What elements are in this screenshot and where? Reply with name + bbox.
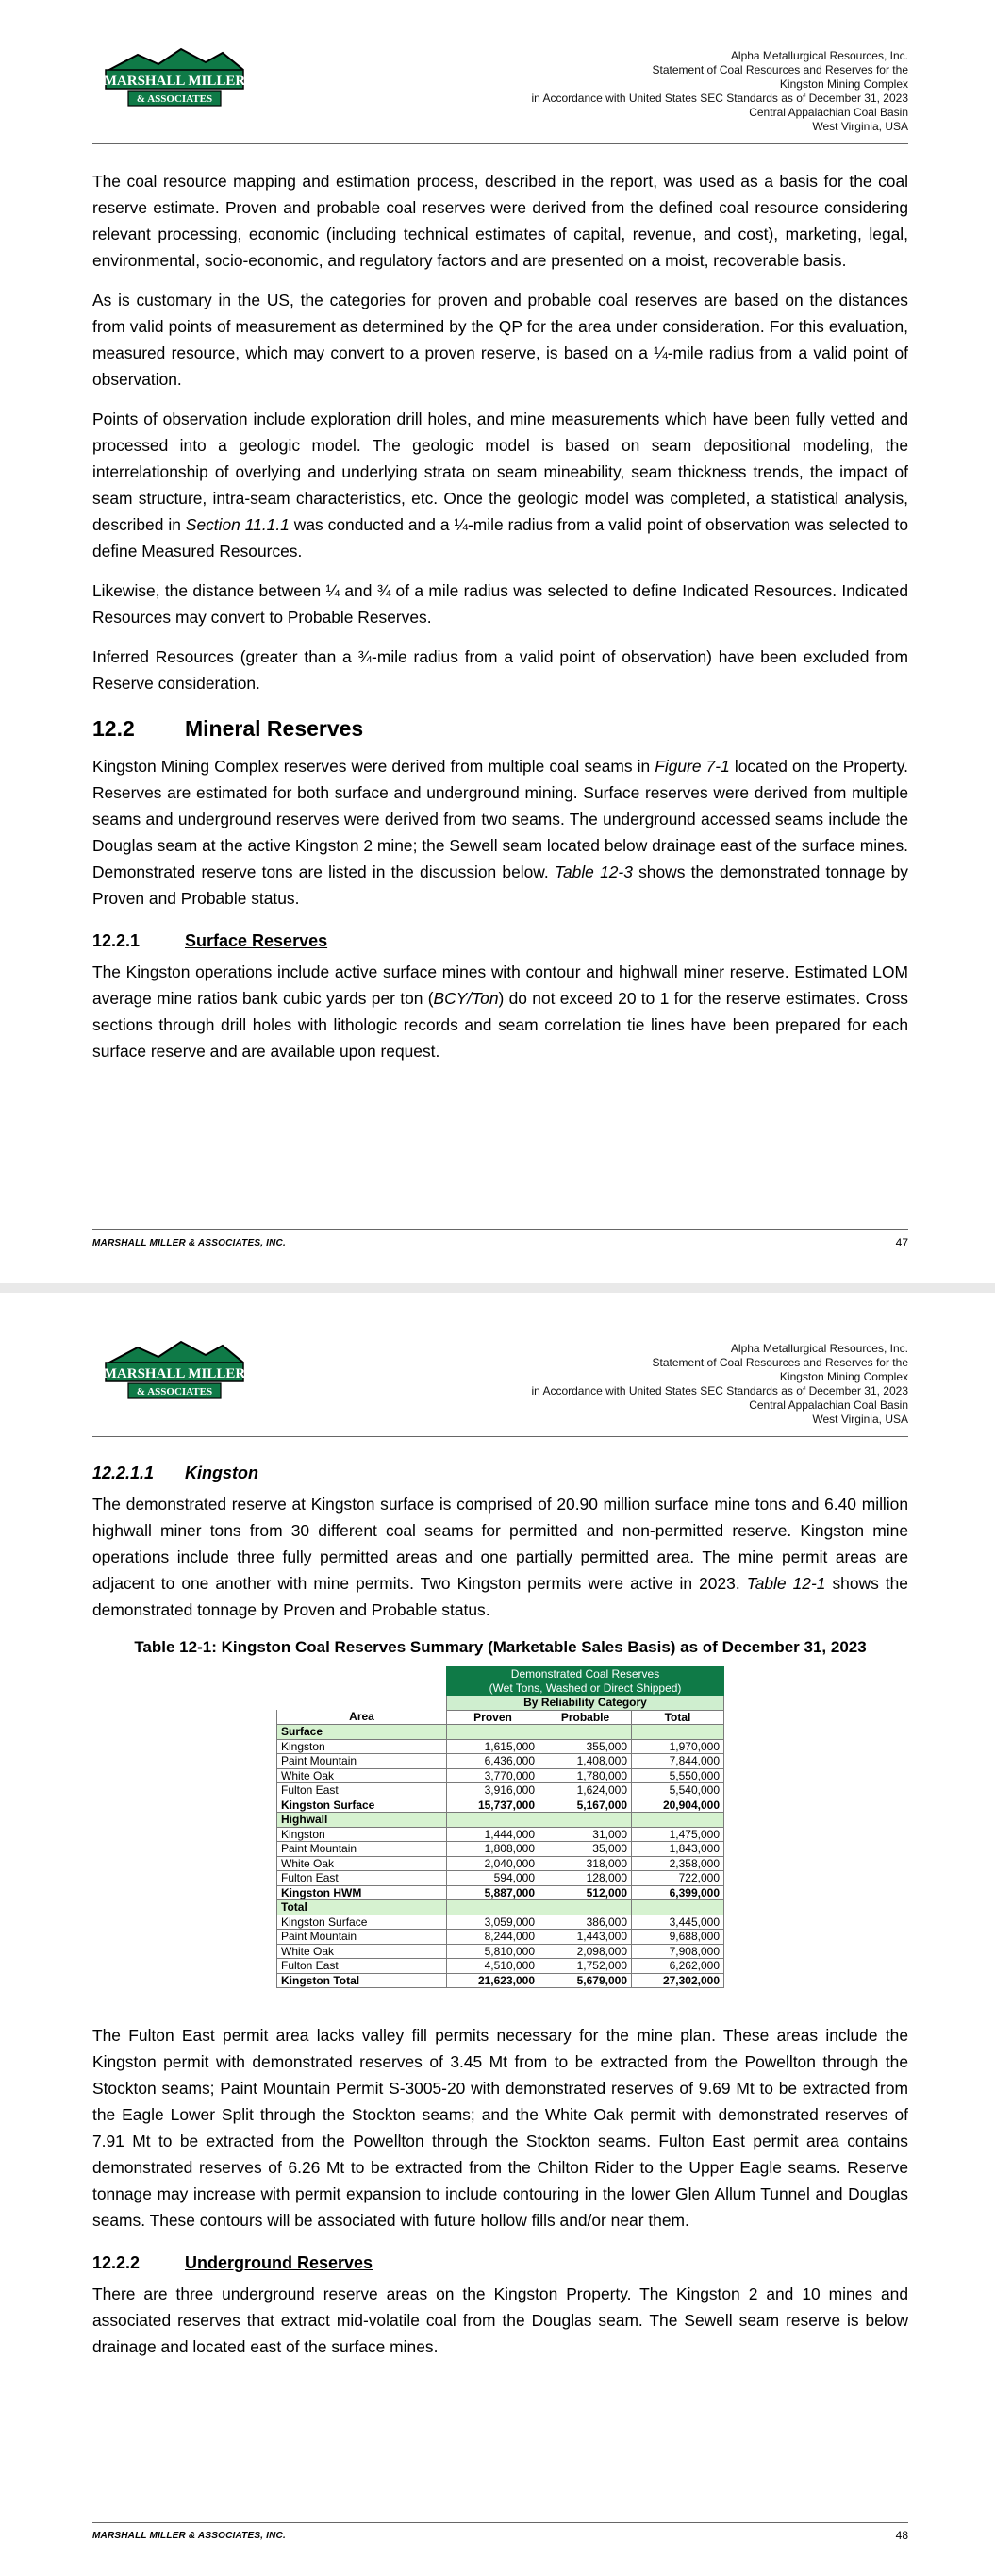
section-label: Total — [277, 1900, 447, 1915]
area-cell: White Oak — [277, 1856, 447, 1871]
section-reference: Section 11.1.1 — [185, 515, 290, 534]
total-cell: 2,358,000 — [632, 1856, 724, 1871]
probable-cell: 1,752,000 — [539, 1959, 632, 1974]
section-label: Highwall — [277, 1813, 447, 1828]
table-reliability-header: By Reliability Category — [447, 1696, 724, 1711]
page-47 — [0, 0, 995, 1283]
proven-cell: 4,510,000 — [447, 1959, 539, 1974]
probable-cell: 2,098,000 — [539, 1944, 632, 1959]
document-header — [531, 1342, 908, 1427]
table-row — [277, 1915, 724, 1930]
svg-text:MARSHALL MILLER: MARSHALL MILLER — [103, 74, 246, 89]
proven-cell: 5,810,000 — [447, 1944, 539, 1959]
total-cell: 27,302,000 — [632, 1973, 724, 1988]
reserves-table — [276, 1666, 724, 1988]
area-cell: Kingston Surface — [277, 1915, 447, 1930]
table-row — [277, 1842, 724, 1857]
header-line: Statement of Coal Resources and Reserves for the — [652, 63, 908, 76]
area-cell: Paint Mountain — [277, 1930, 447, 1945]
svg-text:& ASSOCIATES: & ASSOCIATES — [136, 93, 213, 105]
company-logo — [100, 1334, 249, 1404]
header-line: Kingston Mining Complex — [779, 77, 908, 91]
paragraph: There are three underground reserve areas on the Kingston Property. The Kingston 2 and 10 mines and associated reserves that extract mid-volatile coal from the Douglas seam. The Sewell seam reserve is below drainage and located east of the surface mines. — [92, 2284, 908, 2356]
svg-text:& ASSOCIATES: & ASSOCIATES — [136, 1386, 213, 1397]
column-header-proven: Proven — [447, 1710, 539, 1725]
area-cell: Kingston Surface — [277, 1798, 447, 1813]
header-line: West Virginia, USA — [812, 1413, 908, 1426]
probable-cell: 355,000 — [539, 1739, 632, 1754]
area-cell: Kingston — [277, 1739, 447, 1754]
paragraph: Points of observation include exploration drill holes, and mine measurements which have been fully vetted and processed into a geologic model. The geologic model is based on seam depositional modeling, the interrelationship of overlying and underlying strata on seam mineability, seam thickness trends, the impact of seam structure, intra-seam characteristics, etc. Once the geologic model was completed, a statistical analysis, described in Section 11.1.1 was conducted and a ¼-mile radius from a valid point of observation was selected to define Measured Resources. — [92, 410, 908, 560]
total-cell: 9,688,000 — [632, 1930, 724, 1945]
total-cell: 5,540,000 — [632, 1783, 724, 1798]
paragraph: Inferred Resources (greater than a ¾-mile radius from a valid point of observation) have been excluded from Reserve consideration. — [92, 647, 908, 693]
table-row — [277, 1783, 724, 1798]
area-cell: Kingston HWM — [277, 1885, 447, 1900]
proven-cell: 1,615,000 — [447, 1739, 539, 1754]
probable-cell: 386,000 — [539, 1915, 632, 1930]
area-cell: Fulton East — [277, 1871, 447, 1886]
section-label: Surface — [277, 1725, 447, 1740]
paragraph: The demonstrated reserve at Kingston surface is comprised of 20.90 million surface mine tons and 6.40 million highwall miner tons from 30 different coal seams for permitted and non-permitted reserve. Kingston mine operations include three fully permitted areas and one partially permitted area. The mine permit areas are adjacent to one another with mine permits. Two Kingston permits were active in 2023. Table 12-1 shows the demonstrated tonnage by Proven and Probable status. — [92, 1495, 908, 1619]
total-cell: 3,445,000 — [632, 1915, 724, 1930]
probable-cell: 1,408,000 — [539, 1754, 632, 1769]
paragraph: The Fulton East permit area lacks valley fill permits necessary for the mine plan. These areas include the Kingston permit with demonstrated reserves of 3.45 Mt from to be extracted from the Powellton through the Stockton seams; Paint Mountain Permit S-3005-20 with demonstrated reserves of 9.69 Mt to be extracted from the Eagle Lower Split through the Stockton seams; and the White Oak permit with demonstrated reserves of 7.91 Mt to be extracted from the Powellton through the Stockton seams. Fulton East permit area contains demonstrated reserves of 6.26 Mt to be extracted from the Chilton Rider to the Upper Eagle seams. Reserve tonnage may increase with permit expansion to include contouring in the lower Glen Allum Tunnel and Douglas seams. These contours will be associated with future hollow fills and/or near them. — [92, 2026, 908, 2230]
area-cell: Kingston Total — [277, 1973, 447, 1988]
paragraph: Kingston Mining Complex reserves were derived from multiple coal seams in Figure 7-1 located on the Property. Reserves are estimated for both surface and underground mining. Surface reserves were derived from multiple seams and underground reserves were derived from two seams. The underground accessed seams include the Douglas seam at the active Kingston 2 mine; the Sewell seam located below drainage east of the surface mines. Demonstrated reserve tons are listed in the discussion below. Table 12-3 shows the demonstrated tonnage by Proven and Probable status. — [92, 757, 908, 908]
table-section-row — [277, 1900, 724, 1915]
total-cell: 7,844,000 — [632, 1754, 724, 1769]
paragraph: As is customary in the US, the categories for proven and probable coal reserves are based on the distances from valid points of measurement as determined by the QP for the area under consideration. For this evaluation, measured resource, which may convert to a proven reserve, is based on a ¼-mile radius from a valid point of observation. — [92, 291, 908, 389]
section-heading: 12.2 Mineral Reserves — [92, 716, 364, 741]
proven-cell: 1,808,000 — [447, 1842, 539, 1857]
subsection-heading: 12.2.2 Underground Reserves — [92, 2253, 373, 2272]
page-number: 48 — [895, 2529, 908, 2542]
paragraph: The coal resource mapping and estimation process, described in the report, was used as a basis for the coal reserve estimate. Proven and probable coal reserves were derived from the defined coal resource considering relevant processing, economic (including technical estimates of capital, revenue, and cost), marketing, legal, environmental, socio-economic, and regulatory factors and are presented on a moist, recoverable basis. — [92, 172, 908, 270]
table-reference: Table 12-3 — [554, 862, 633, 881]
table-caption: Table 12-1: Kingston Coal Reserves Summary (Marketable Sales Basis) as of December 31, 2023 — [134, 1638, 867, 1656]
table-row — [277, 1871, 724, 1886]
probable-cell: 5,679,000 — [539, 1973, 632, 1988]
table-group-header: Demonstrated Coal Reserves (Wet Tons, Washed or Direct Shipped) — [447, 1667, 724, 1696]
probable-cell: 1,443,000 — [539, 1930, 632, 1945]
table-row — [277, 1768, 724, 1783]
table-row — [277, 1930, 724, 1945]
proven-cell: 3,916,000 — [447, 1783, 539, 1798]
page-48 — [0, 1293, 995, 2576]
area-cell: White Oak — [277, 1768, 447, 1783]
proven-cell: 1,444,000 — [447, 1827, 539, 1842]
figure-reference: Figure 7-1 — [655, 757, 730, 776]
table-row — [277, 1739, 724, 1754]
probable-cell: 128,000 — [539, 1871, 632, 1886]
proven-cell: 594,000 — [447, 1871, 539, 1886]
header-line: Kingston Mining Complex — [779, 1370, 908, 1383]
column-header-probable: Probable — [539, 1710, 632, 1725]
proven-cell: 15,737,000 — [447, 1798, 539, 1813]
proven-cell: 3,059,000 — [447, 1915, 539, 1930]
total-cell: 1,843,000 — [632, 1842, 724, 1857]
table-row — [277, 1944, 724, 1959]
table-row — [277, 1959, 724, 1974]
header-line: Alpha Metallurgical Resources, Inc. — [730, 49, 908, 62]
total-cell: 6,399,000 — [632, 1885, 724, 1900]
total-cell: 20,904,000 — [632, 1798, 724, 1813]
area-cell: White Oak — [277, 1944, 447, 1959]
table-section-row — [277, 1813, 724, 1828]
area-cell: Fulton East — [277, 1783, 447, 1798]
total-cell: 7,908,000 — [632, 1944, 724, 1959]
proven-cell: 8,244,000 — [447, 1930, 539, 1945]
subsubsection-heading: 12.2.1.1 Kingston — [92, 1464, 258, 1482]
proven-cell: 6,436,000 — [447, 1754, 539, 1769]
footer-company: MARSHALL MILLER & ASSOCIATES, INC. — [92, 1238, 286, 1248]
footer-divider — [92, 1229, 908, 1230]
header-divider — [92, 1436, 908, 1437]
probable-cell: 5,167,000 — [539, 1798, 632, 1813]
table-row — [277, 1754, 724, 1769]
proven-cell: 3,770,000 — [447, 1768, 539, 1783]
area-cell: Paint Mountain — [277, 1842, 447, 1857]
page-body — [92, 168, 908, 1078]
subsection-heading: 12.2.1 Surface Reserves — [92, 931, 328, 950]
table-subtotal-row — [277, 1973, 724, 1988]
area-cell: Fulton East — [277, 1959, 447, 1974]
proven-cell: 21,623,000 — [447, 1973, 539, 1988]
total-cell: 6,262,000 — [632, 1959, 724, 1974]
proven-cell: 5,887,000 — [447, 1885, 539, 1900]
probable-cell: 35,000 — [539, 1842, 632, 1857]
document-header — [531, 49, 908, 134]
page-body — [92, 1461, 908, 2373]
column-header-total: Total — [632, 1710, 724, 1725]
table-subtotal-row — [277, 1885, 724, 1900]
table-row — [277, 1856, 724, 1871]
area-cell: Paint Mountain — [277, 1754, 447, 1769]
total-cell: 1,475,000 — [632, 1827, 724, 1842]
probable-cell: 318,000 — [539, 1856, 632, 1871]
header-divider — [92, 143, 908, 144]
table-subtotal-row — [277, 1798, 724, 1813]
probable-cell: 512,000 — [539, 1885, 632, 1900]
header-line: Alpha Metallurgical Resources, Inc. — [730, 1342, 908, 1355]
total-cell: 722,000 — [632, 1871, 724, 1886]
table-row — [277, 1827, 724, 1842]
total-cell: 5,550,000 — [632, 1768, 724, 1783]
table-section-row — [277, 1725, 724, 1740]
proven-cell: 2,040,000 — [447, 1856, 539, 1871]
probable-cell: 1,780,000 — [539, 1768, 632, 1783]
header-line: in Accordance with United States SEC Standards as of December 31, 2023 — [531, 1384, 908, 1397]
header-line: in Accordance with United States SEC Standards as of December 31, 2023 — [531, 92, 908, 105]
footer-company: MARSHALL MILLER & ASSOCIATES, INC. — [92, 2531, 286, 2541]
paragraph: Likewise, the distance between ¼ and ¾ of a mile radius was selected to define Indicated Resources. Indicated Resources may convert to Probable Reserves. — [92, 581, 908, 627]
probable-cell: 1,624,000 — [539, 1783, 632, 1798]
area-cell: Kingston — [277, 1827, 447, 1842]
header-line: West Virginia, USA — [812, 120, 908, 133]
paragraph: The Kingston operations include active surface mines with contour and highwall miner reserve. Estimated LOM average mine ratios bank cubic yards per ton (BCY/Ton) do not exceed 20 to 1 for the reserve estimates. Cross sections through drill holes with lithologic records and seam correlation tie lines have been prepared for each surface reserve and are available upon request. — [92, 962, 908, 1061]
probable-cell: 31,000 — [539, 1827, 632, 1842]
table-reference: Table 12-1 — [746, 1574, 826, 1593]
footer-divider — [92, 2522, 908, 2523]
company-logo — [100, 42, 249, 111]
page-number: 47 — [895, 1236, 908, 1249]
svg-text:MARSHALL MILLER: MARSHALL MILLER — [103, 1366, 246, 1381]
header-line: Statement of Coal Resources and Reserves for the — [652, 1356, 908, 1369]
column-header-area: Area — [277, 1710, 447, 1725]
header-line: Central Appalachian Coal Basin — [749, 106, 908, 119]
header-line: Central Appalachian Coal Basin — [749, 1398, 908, 1412]
total-cell: 1,970,000 — [632, 1739, 724, 1754]
